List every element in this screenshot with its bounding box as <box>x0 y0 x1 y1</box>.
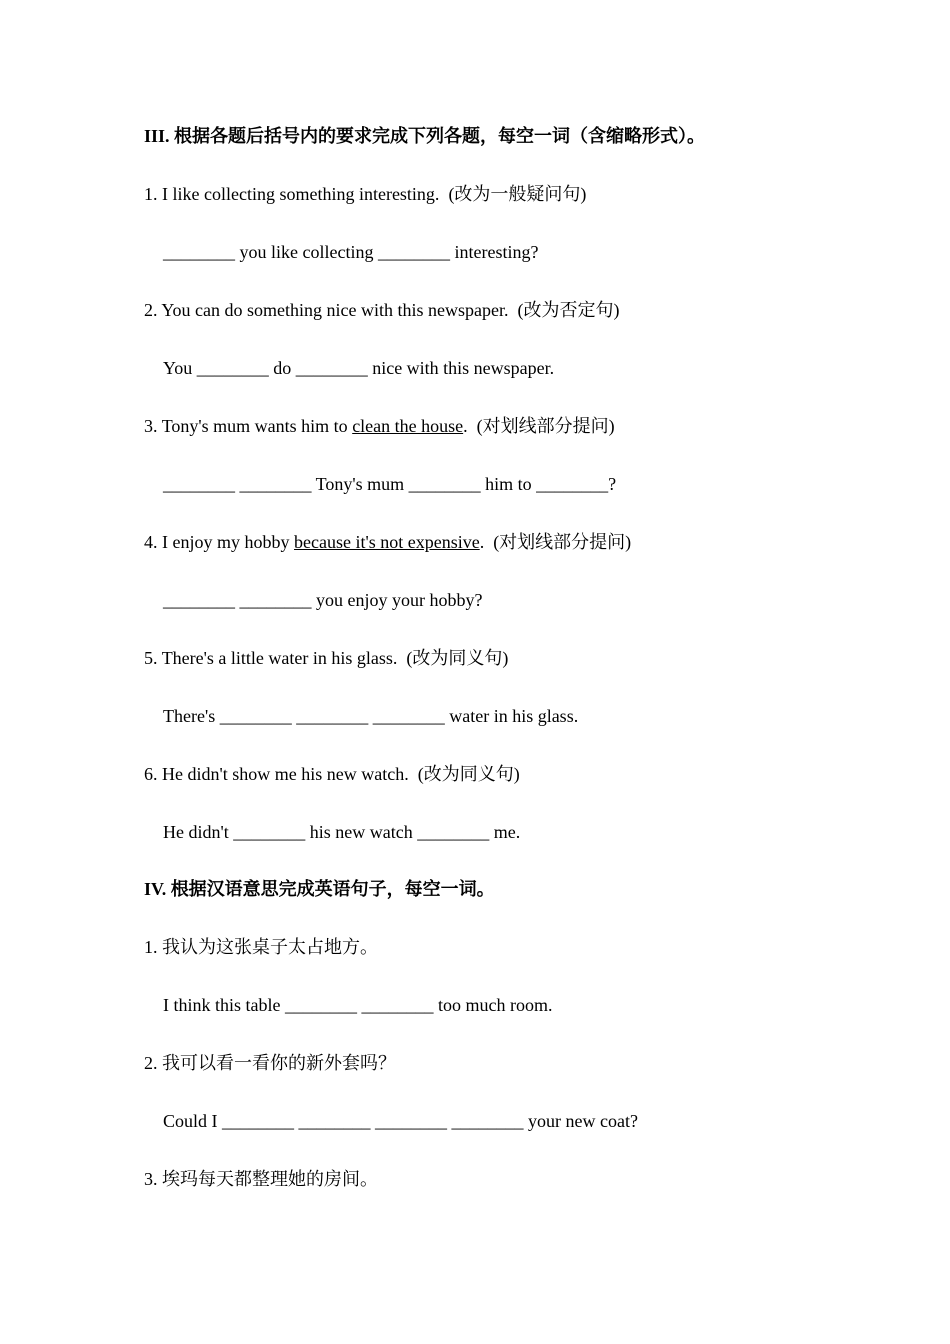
question-chinese: 埃玛每天都整理她的房间。 <box>162 1169 378 1189</box>
s3-answer-5: There's ________ ________ ________ water in his glass. <box>163 706 579 726</box>
question-sentence: I enjoy my hobby <box>162 532 294 552</box>
question-number: 2. <box>144 300 158 320</box>
s4-question-1 <box>144 935 910 959</box>
question-sentence: I like collecting something interesting. <box>162 184 440 204</box>
question-instruction: (改为一般疑问句) <box>448 184 587 204</box>
question-number: 1. <box>144 937 158 957</box>
question-instruction: (改为同义句) <box>417 764 520 784</box>
question-number: 4. <box>144 532 158 552</box>
question-sentence: There's a little water in his glass. <box>161 648 398 668</box>
question-number: 1. <box>144 184 158 204</box>
question-instruction: (改为同义句) <box>406 648 509 668</box>
section-3-heading <box>144 124 910 148</box>
question-number: 5. <box>144 648 158 668</box>
question-instruction: (对划线部分提问) <box>493 532 632 552</box>
question-chinese: 我认为这张桌子太占地方。 <box>162 937 378 957</box>
question-number: 3. <box>144 416 158 436</box>
s3-answer-2: You ________ do ________ nice with this newspaper. <box>163 358 555 378</box>
question-chinese: 我可以看一看你的新外套吗？ <box>162 1053 396 1073</box>
s4-question-2 <box>144 1051 910 1075</box>
question-instruction: (对划线部分提问) <box>476 416 615 436</box>
s3-answer-3: ________ ________ Tony's mum ________ him to ________? <box>163 474 617 494</box>
section-4-heading <box>144 877 910 901</box>
s3-answer-6: He didn't ________ his new watch ________ me. <box>163 822 521 842</box>
s3-question-2 <box>144 298 910 322</box>
underlined-phrase: because it's not expensive <box>294 532 480 552</box>
s3-question-3 <box>144 414 910 438</box>
s4-answer-2: Could I ________ ________ ________ ________ your new coat? <box>163 1111 638 1131</box>
s4-answer-1: I think this table ________ ________ too much room. <box>163 995 553 1015</box>
s3-answer-4: ________ ________ you enjoy your hobby? <box>163 590 483 610</box>
underlined-phrase: clean the house <box>352 416 464 436</box>
s3-question-4 <box>144 530 910 554</box>
section-3-heading-text: . 根据各题后括号内的要求完成下列各题，每空一词（含缩略形式）。 <box>165 126 706 146</box>
section-4-roman: IV <box>144 879 162 899</box>
s3-answer-1: ________ you like collecting ________ interesting? <box>163 242 539 262</box>
question-instruction: (改为否定句) <box>517 300 620 320</box>
question-sentence: You can do something nice with this newspaper. <box>161 300 509 320</box>
question-sentence: He didn't show me his new watch. <box>162 764 409 784</box>
question-sentence: Tony's mum wants him to <box>161 416 353 436</box>
question-number: 3. <box>144 1169 158 1189</box>
question-sentence-end: . <box>463 416 468 436</box>
s4-question-3 <box>144 1167 910 1191</box>
s3-question-1 <box>144 182 910 206</box>
section-3-roman: III <box>144 126 166 146</box>
section-4-heading-text: . 根据汉语意思完成英语句子，每空一词。 <box>161 879 495 899</box>
question-sentence-end: . <box>479 532 485 552</box>
question-number: 6. <box>144 764 158 784</box>
s3-question-5 <box>144 646 910 670</box>
s3-question-6 <box>144 762 910 786</box>
question-number: 2. <box>144 1053 158 1073</box>
